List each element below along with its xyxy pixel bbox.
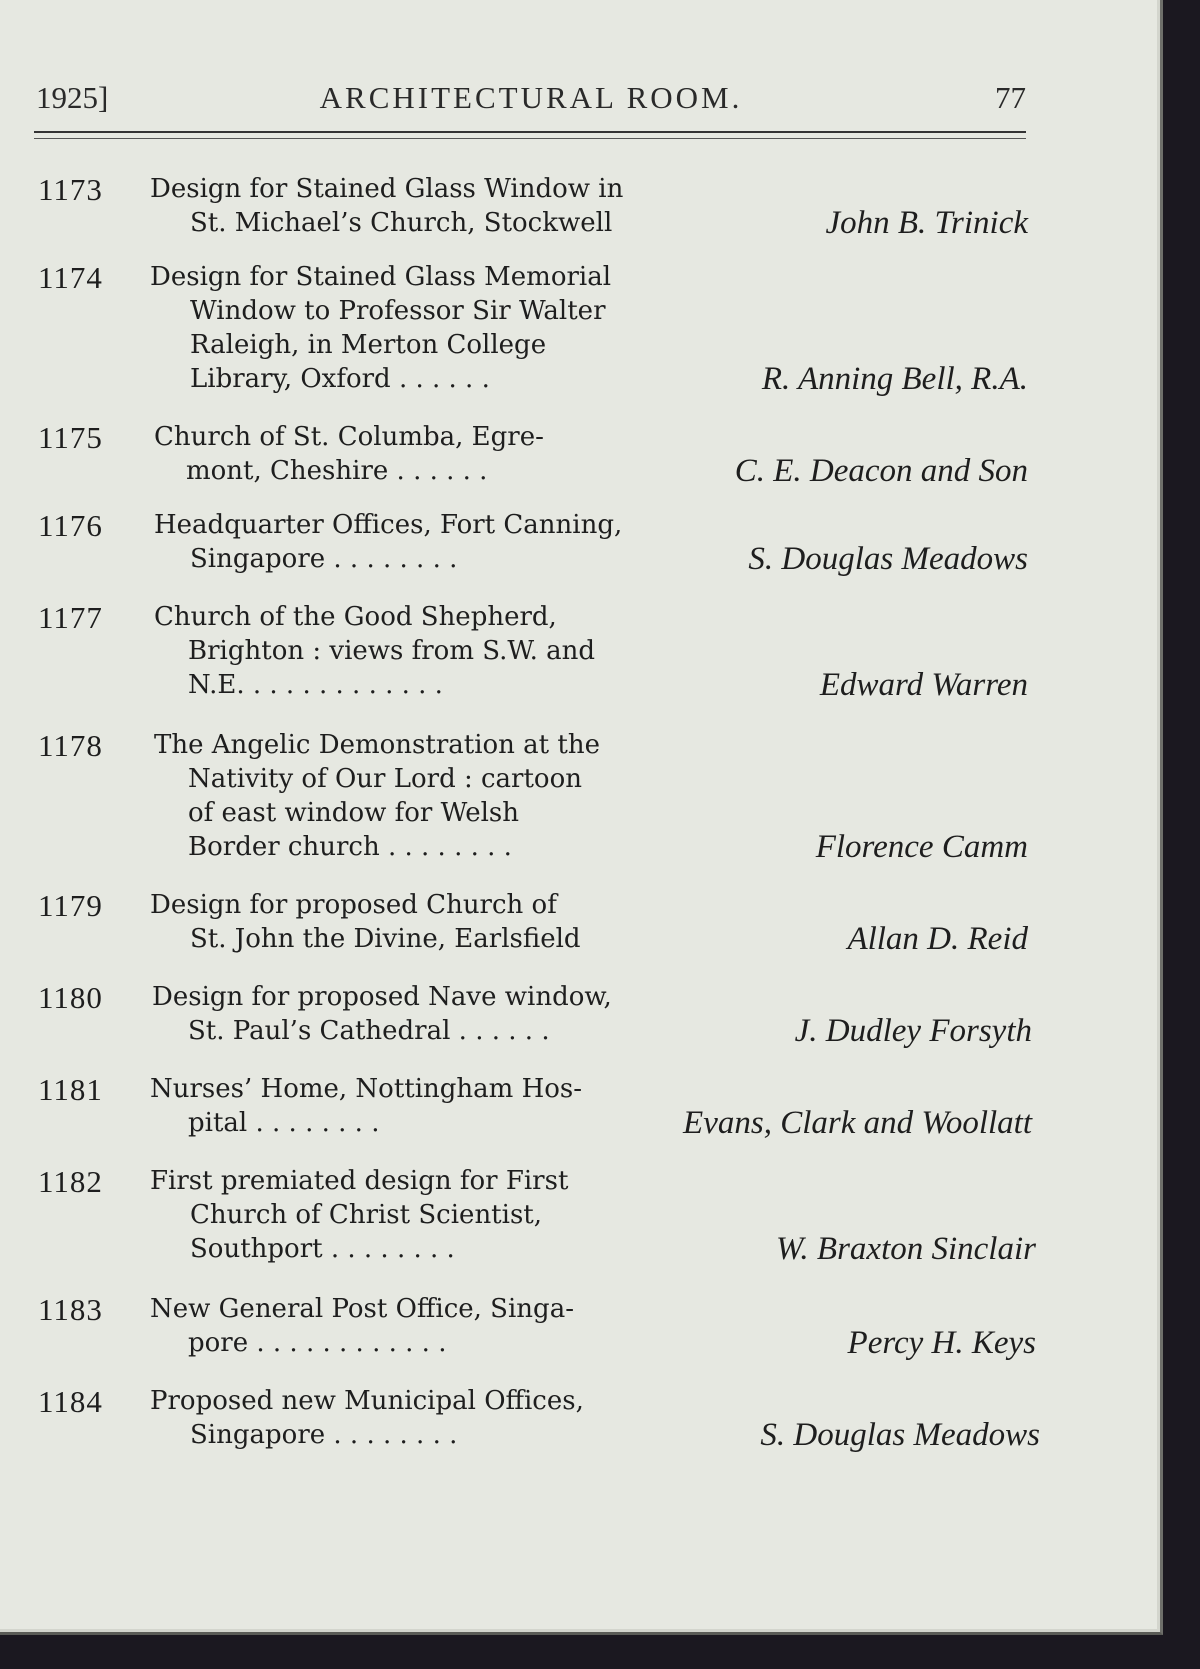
entry-title-line: Border church . . . . . . . .: [188, 832, 512, 862]
running-header: [36, 80, 1026, 122]
entry-number: 1182: [38, 1164, 103, 1199]
entry-title-line: Design for Stained Glass Window in: [150, 174, 624, 204]
header-rule: [34, 131, 1026, 133]
header-rule-thin: [34, 138, 1026, 139]
entry-title-line: Church of the Good Shepherd,: [154, 602, 557, 632]
entry-title-line: Singapore . . . . . . . .: [190, 1420, 458, 1450]
entry-artist: Florence Camm: [815, 829, 1028, 865]
entry-artist: J. Dudley Forsyth: [794, 1013, 1032, 1049]
entry-title-line: mont, Cheshire . . . . . .: [186, 456, 488, 486]
entry-number: 1175: [38, 420, 103, 455]
entry-title-line: Nurses’ Home, Nottingham Hos-: [150, 1074, 583, 1104]
entry-number: 1174: [38, 260, 103, 295]
entry-artist: Evans, Clark and Woollatt: [683, 1105, 1032, 1141]
entry-title-line: Library, Oxford . . . . . .: [190, 364, 490, 394]
entry-title-line: Brighton : views from S.W. and: [188, 636, 595, 666]
entry-artist: S. Douglas Meadows: [748, 541, 1028, 577]
entry-artist: W. Braxton Sinclair: [775, 1231, 1036, 1267]
entry-title-line: N.E. . . . . . . . . . . . .: [188, 670, 443, 700]
entry-number: 1179: [38, 888, 103, 923]
entry-title-line: Southport . . . . . . . .: [190, 1234, 455, 1264]
entry-title-line: St. John the Divine, Earlsfield: [190, 924, 581, 954]
entry-number: 1177: [38, 600, 103, 635]
entry-title-line: of east window for Welsh: [188, 798, 519, 828]
entry-title-line: Proposed new Municipal Offices,: [150, 1386, 584, 1416]
entry-title-line: First premiated design for First: [150, 1166, 569, 1196]
entry-title-line: Singapore . . . . . . . .: [190, 544, 458, 574]
entry-artist: S. Douglas Meadows: [760, 1417, 1040, 1453]
entry-title-line: Church of St. Columba, Egre-: [154, 422, 544, 452]
header-year: 1925]: [36, 80, 109, 115]
entry-number: 1176: [38, 508, 103, 543]
entry-number: 1180: [38, 980, 103, 1015]
entry-artist: Allan D. Reid: [847, 921, 1028, 957]
entry-title-line: St. Michael’s Church, Stockwell: [190, 208, 613, 238]
entry-title-line: Design for Stained Glass Memorial: [150, 262, 612, 292]
entry-number: 1173: [38, 172, 103, 207]
entry-number: 1184: [38, 1384, 103, 1419]
entry-number: 1181: [38, 1072, 103, 1107]
entry-title-line: St. Paul’s Cathedral . . . . . .: [188, 1016, 550, 1046]
entry-title-line: Nativity of Our Lord : cartoon: [188, 764, 582, 794]
entry-title-line: New General Post Office, Singa-: [150, 1294, 574, 1324]
entry-number: 1183: [38, 1292, 103, 1327]
entry-title-line: Church of Christ Scientist,: [190, 1200, 543, 1230]
header-title: ARCHITECTURAL ROOM.: [319, 80, 743, 115]
page-number: 77: [995, 80, 1026, 115]
entry-artist: C. E. Deacon and Son: [734, 453, 1028, 489]
entry-artist: Edward Warren: [819, 667, 1028, 703]
entry-title-line: The Angelic Demonstration at the: [154, 730, 600, 760]
entry-artist: R. Anning Bell, R.A.: [761, 361, 1028, 397]
entry-title-line: Design for proposed Church of: [150, 890, 557, 920]
entry-title-line: pital . . . . . . . .: [188, 1108, 380, 1138]
entry-title-line: pore . . . . . . . . . . . .: [188, 1328, 447, 1358]
entry-artist: John B. Trinick: [825, 205, 1028, 241]
entry-title-line: Design for proposed Nave window,: [152, 982, 612, 1012]
entry-title-line: Headquarter Offices, Fort Canning,: [154, 510, 623, 540]
entry-title-line: Window to Professor Sir Walter: [190, 296, 606, 326]
entry-artist: Percy H. Keys: [847, 1325, 1036, 1361]
entry-title-line: Raleigh, in Merton College: [190, 330, 547, 360]
entry-number: 1178: [38, 728, 103, 763]
